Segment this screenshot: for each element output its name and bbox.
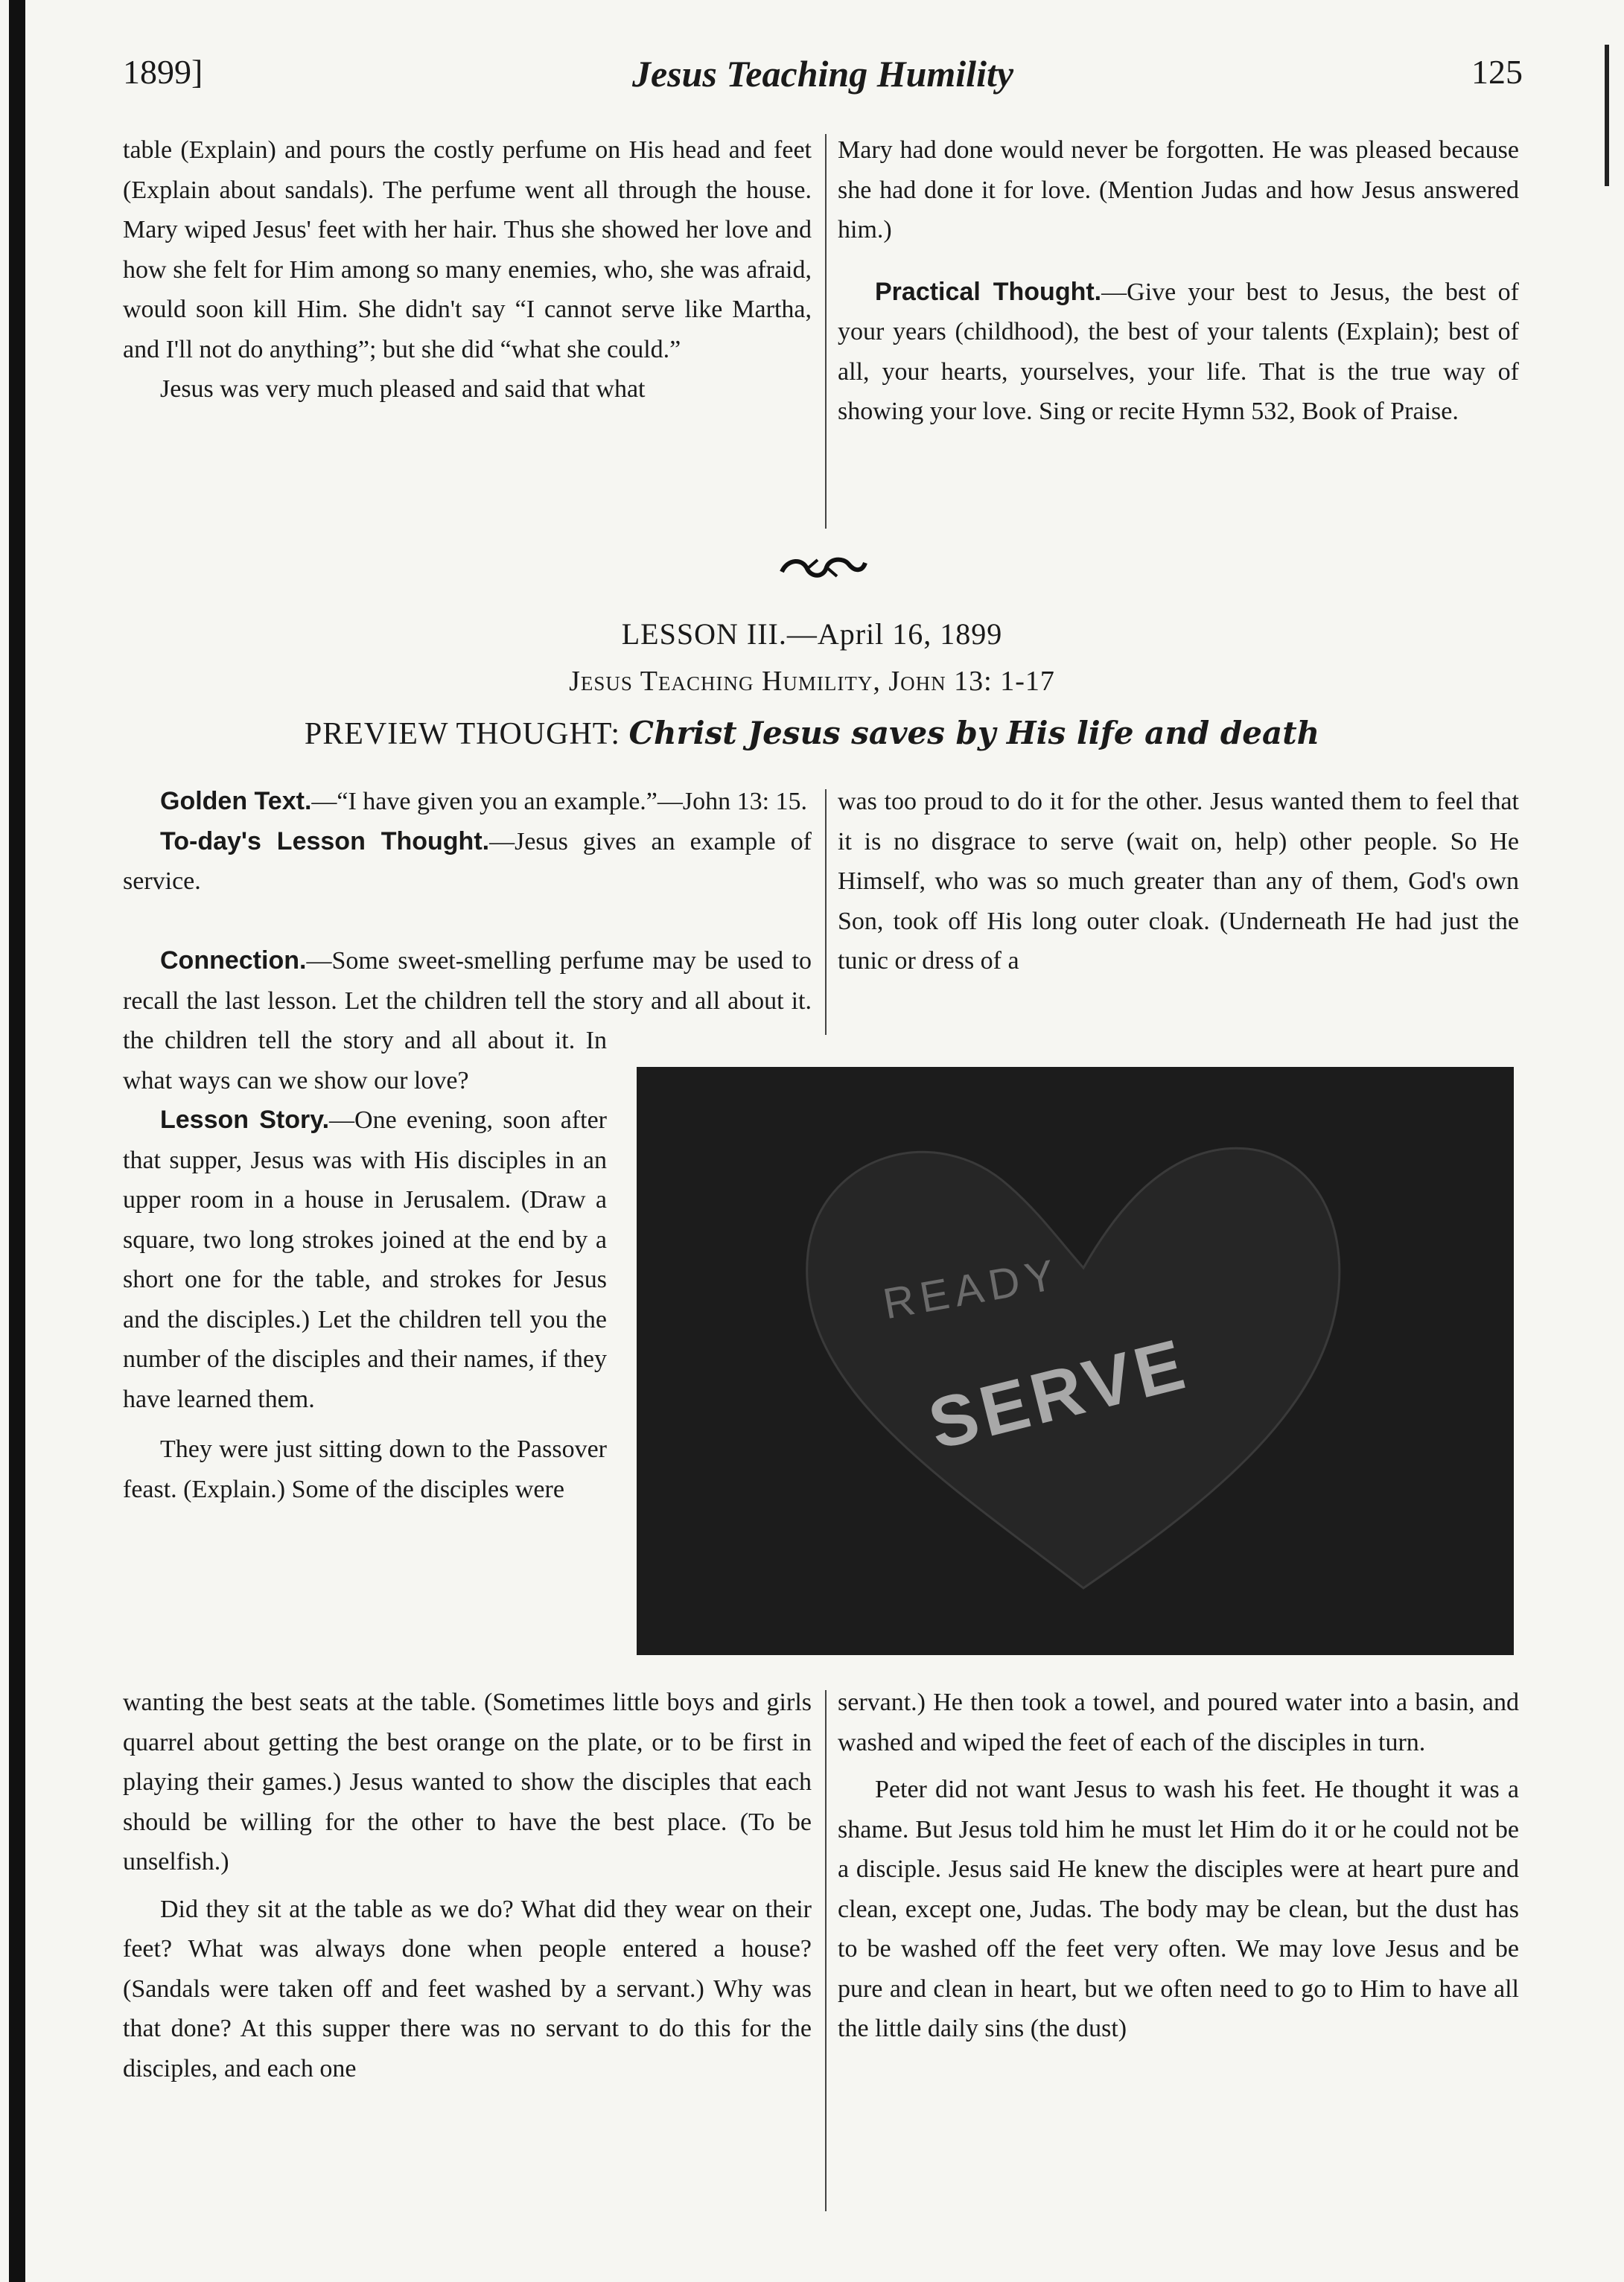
page-header: [123, 52, 1523, 112]
paragraph: Mary had done would never be forgotten. He was pleased because she had done it for love. (Mention Judas and how Jesus answered him.): [838, 136, 1519, 243]
lesson-story-body: —One evening, soon after that supper, Jesus was with His disciples in an upper room in a house in Jerusalem. (Draw a square, two long strokes joined at the end by a short one for the table, and strokes for Jesus and the disciples.) Let the children tell you the number of the disciples and their names, if they have learned them.: [123, 1106, 608, 1413]
scan-edge-mark: [1605, 45, 1609, 186]
connection-heading: Connection.: [160, 946, 307, 975]
paragraph: wanting the best seats at the table. (Sometimes little boys and girls quarrel about getting the best orange on the plate, or to be first in playing their games.) Jesus wanted to show the disciples that each should be willing for the other to have the best place. (To be unselfish.): [123, 1689, 812, 1875]
paragraph: Peter did not want Jesus to wash his feet. He thought it was a shame. But Jesus told him he must let Him do it or he could not be a disciple. Jesus said He knew the disciples were at heart pure and clean, except one, Judas. The body may be clean, but the dust has to be washed off the feet very often. We may love Jesus and be pure and clean in heart, but we often need to go to Him to have all the little daily sins (the dust): [838, 1776, 1519, 2042]
ornament-icon: [774, 549, 871, 587]
paragraph: servant.) He then took a towel, and poured water into a basin, and washed and wiped the feet of each of the disciples in turn.: [838, 1689, 1519, 1756]
illustration-text-main: SERVE: [921, 1323, 1197, 1465]
running-title: Jesus Teaching Humility: [631, 53, 1014, 95]
connection-body: —Some sweet-smelling perfume may be used to recall the last lesson. Let the children tell the story and all about it.: [123, 947, 812, 1015]
practical-thought: [838, 272, 1519, 432]
golden-text: [123, 782, 812, 822]
practical-thought-text: —Give your best to Jesus, the best of your years (childhood), the best of your talents (Explain); best of all, your hearts, yourselves, your life. That is the true way of showing your love. Sing or recite Hymn 532, Book of Praise.: [838, 278, 1519, 425]
page-number: 125: [1471, 53, 1523, 91]
illustration-text-top: READY: [879, 1249, 1064, 1329]
lesson-number: LESSON III.—April 16, 1899: [621, 617, 1003, 651]
preview-label: PREVIEW THOUGHT:: [304, 717, 621, 751]
top-left-column: [123, 130, 812, 409]
top-right-column: [838, 130, 1519, 432]
left-column-connection: [123, 941, 812, 1023]
golden-text-heading: Golden Text.: [160, 787, 312, 815]
preview-text: Christ Jesus saves by His life and death: [628, 715, 1320, 751]
lesson-story: [123, 1100, 607, 1419]
lesson-title: Jesus Teaching Humility, John 13: 1-17: [569, 666, 1055, 697]
lesson-thought-body: —Jesus gives an example of service.: [123, 827, 812, 895]
connection-full: [123, 941, 812, 1023]
lesson-thought: [123, 822, 812, 902]
preview-thought: [0, 715, 1624, 752]
passover-paragraph: They were just sitting down to the Passover feast. (Explain.) Some of the disciples were: [123, 1435, 607, 1503]
connection-cont: the children tell the story and all about it. In what ways can we show our love?: [123, 1027, 607, 1094]
paragraph: Did they sit at the table as we do? What did they wear on their feet? What was always done when people entered a house? (Sandals were taken off and feet washed by a servant.) Why was that done? At this supper there was no servant to do this for the disciples, and each one: [123, 1895, 812, 2082]
lesson-story-heading: Lesson Story.: [160, 1106, 330, 1134]
bottom-left-column: [123, 1683, 812, 2088]
column-divider: [825, 1690, 827, 2211]
golden-text-body: —“I have given you an example.”—John 13: 15.: [311, 788, 808, 815]
right-column-upper: [838, 782, 1519, 981]
scan-edge-shadow: [9, 0, 25, 2282]
lesson-thought-heading: To-day's Lesson Thought.: [160, 826, 490, 855]
column-divider: [825, 134, 827, 529]
paragraph: Jesus was very much pleased and said that what: [160, 375, 646, 403]
bottom-right-column: [838, 1683, 1519, 2049]
paragraph: table (Explain) and pours the costly perfume on His head and feet (Explain about sandals). The perfume went all through the house. Mary wiped Jesus' feet with her hair. Thus she showed her love and how she felt for Him among so many enemies, who, she was afraid, would soon kill Him. She didn't say “I cannot serve like Martha, and I'll not do anything”; but she did “what she could.”: [123, 136, 812, 363]
heart-illustration: [637, 1067, 1514, 1655]
header-year: 1899]: [123, 53, 203, 91]
practical-thought-heading: Practical Thought.: [875, 277, 1102, 306]
left-column-narrow: [123, 1021, 607, 1509]
column-divider: [825, 789, 827, 1035]
paragraph: was too proud to do it for the other. Jesus wanted them to feel that it is no disgrace to serve (wait on, help) other people. So He Himself, who was so much greater than any of them, God's own Son, took off His long outer cloak. (Underneath He had just the tunic or dress of a: [838, 788, 1519, 975]
left-column-upper: [123, 782, 812, 902]
